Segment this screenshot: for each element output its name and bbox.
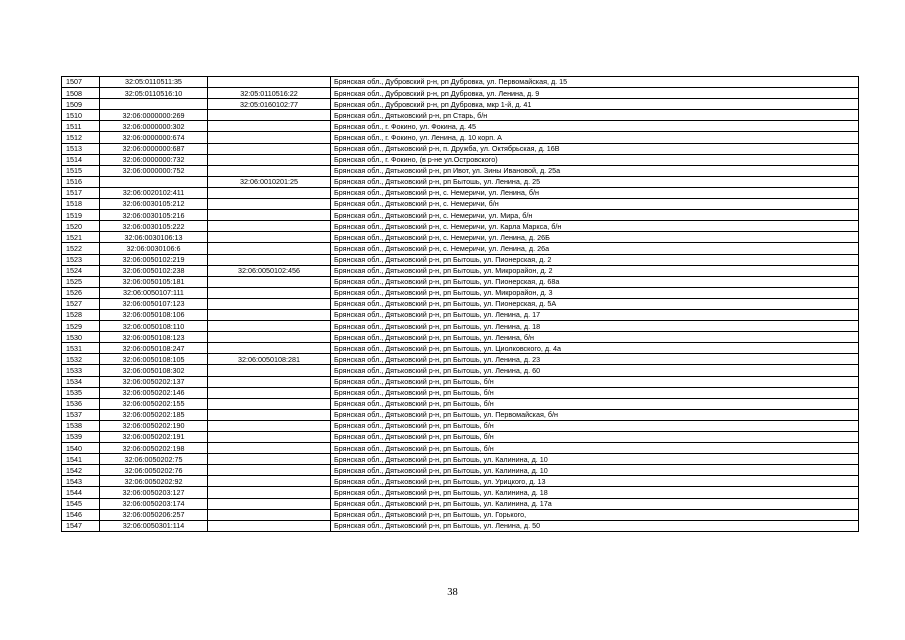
cadastral-number-cell: 32:06:0050108:110 bbox=[100, 321, 208, 332]
table-row bbox=[62, 287, 859, 298]
address-cell: Брянская обл., Дятьковский р-н, рп Бытошь, ул. Ленина, д. 50 bbox=[331, 520, 859, 531]
page-number: 38 bbox=[447, 587, 458, 598]
address-cell: Брянская обл., Дятьковский р-н, рп Бытошь, ул. Ленина, б/н bbox=[331, 332, 859, 343]
table-row bbox=[62, 88, 859, 99]
row-number-cell: 1517 bbox=[62, 187, 100, 198]
address-cell: Брянская обл., Дятьковский р-н, рп Бытошь, б/н bbox=[331, 432, 859, 443]
related-cadastral-number-cell bbox=[208, 487, 331, 498]
address-cell: Брянская обл., Дятьковский р-н, рп Бытошь, ул. Ленина, д. 18 bbox=[331, 321, 859, 332]
address-cell: Брянская обл., Дубровский р-н, рп Дубровка, ул. Первомайская, д. 15 bbox=[331, 77, 859, 88]
cadastral-number-cell: 32:06:0000000:302 bbox=[100, 121, 208, 132]
related-cadastral-number-cell bbox=[208, 309, 331, 320]
cadastral-number-cell: 32:06:0050202:92 bbox=[100, 476, 208, 487]
address-cell: Брянская обл., Дятьковский р-н, рп Бытошь, б/н bbox=[331, 398, 859, 409]
related-cadastral-number-cell bbox=[208, 210, 331, 221]
table-row bbox=[62, 199, 859, 210]
related-cadastral-number-cell bbox=[208, 332, 331, 343]
related-cadastral-number-cell bbox=[208, 465, 331, 476]
related-cadastral-number-cell: 32:06:0050108:281 bbox=[208, 354, 331, 365]
table-row bbox=[62, 276, 859, 287]
related-cadastral-number-cell bbox=[208, 154, 331, 165]
table-row bbox=[62, 376, 859, 387]
cadastral-number-cell: 32:06:0050108:302 bbox=[100, 365, 208, 376]
address-cell: Брянская обл., Дубровский р-н, рп Дубровка, мкр 1-й, д. 41 bbox=[331, 99, 859, 110]
row-number-cell: 1509 bbox=[62, 99, 100, 110]
related-cadastral-number-cell bbox=[208, 132, 331, 143]
row-number-cell: 1512 bbox=[62, 132, 100, 143]
address-cell: Брянская обл., Дятьковский р-н, рп Бытошь, ул. Пионерская, д. 2 bbox=[331, 254, 859, 265]
table-row bbox=[62, 154, 859, 165]
address-cell: Брянская обл., г. Фокино, (в р-не ул.Островского) bbox=[331, 154, 859, 165]
table-row bbox=[62, 365, 859, 376]
cadastral-number-cell: 32:06:0050203:174 bbox=[100, 498, 208, 509]
related-cadastral-number-cell bbox=[208, 476, 331, 487]
cadastral-number-cell: 32:06:0030106:6 bbox=[100, 243, 208, 254]
related-cadastral-number-cell bbox=[208, 276, 331, 287]
row-number-cell: 1540 bbox=[62, 443, 100, 454]
table-row bbox=[62, 210, 859, 221]
row-number-cell: 1542 bbox=[62, 465, 100, 476]
row-number-cell: 1526 bbox=[62, 287, 100, 298]
related-cadastral-number-cell bbox=[208, 376, 331, 387]
related-cadastral-number-cell bbox=[208, 409, 331, 420]
related-cadastral-number-cell bbox=[208, 298, 331, 309]
row-number-cell: 1533 bbox=[62, 365, 100, 376]
cadastral-number-cell: 32:05:0110511:35 bbox=[100, 77, 208, 88]
table-row bbox=[62, 77, 859, 88]
related-cadastral-number-cell bbox=[208, 343, 331, 354]
row-number-cell: 1529 bbox=[62, 321, 100, 332]
address-cell: Брянская обл., Дятьковский р-н, рп Бытошь, ул. Ленина, д. 25 bbox=[331, 176, 859, 187]
cadastral-number-cell: 32:06:0050203:127 bbox=[100, 487, 208, 498]
table-row bbox=[62, 398, 859, 409]
cadastral-number-cell: 32:06:0050108:123 bbox=[100, 332, 208, 343]
row-number-cell: 1523 bbox=[62, 254, 100, 265]
address-cell: Брянская обл., Дятьковский р-н, рп Бытошь, б/н bbox=[331, 376, 859, 387]
cadastral-number-cell: 32:06:0050202:137 bbox=[100, 376, 208, 387]
row-number-cell: 1541 bbox=[62, 454, 100, 465]
row-number-cell: 1511 bbox=[62, 121, 100, 132]
table-row bbox=[62, 321, 859, 332]
address-cell: Брянская обл., Дубровский р-н, рп Дубровка, ул. Ленина, д. 9 bbox=[331, 88, 859, 99]
address-cell: Брянская обл., Дятьковский р-н, рп Бытошь, ул. Калинина, д. 17а bbox=[331, 498, 859, 509]
table-row bbox=[62, 476, 859, 487]
related-cadastral-number-cell bbox=[208, 509, 331, 520]
cadastral-number-cell bbox=[100, 176, 208, 187]
related-cadastral-number-cell bbox=[208, 243, 331, 254]
table-row bbox=[62, 298, 859, 309]
address-cell: Брянская обл., Дятьковский р-н, рп Бытошь, ул. Калинина, д. 10 bbox=[331, 454, 859, 465]
address-cell: Брянская обл., Дятьковский р-н, с. Немеричи, ул. Ленина, д. 26Б bbox=[331, 232, 859, 243]
related-cadastral-number-cell bbox=[208, 454, 331, 465]
address-cell: Брянская обл., Дятьковский р-н, рп Бытошь, ул. Калинина, д. 10 bbox=[331, 465, 859, 476]
row-number-cell: 1538 bbox=[62, 420, 100, 431]
row-number-cell: 1532 bbox=[62, 354, 100, 365]
cadastral-number-cell: 32:06:0050107:123 bbox=[100, 298, 208, 309]
related-cadastral-number-cell bbox=[208, 443, 331, 454]
address-cell: Брянская обл., Дятьковский р-н, п. Дружба, ул. Октябрьская, д. 16В bbox=[331, 143, 859, 154]
row-number-cell: 1544 bbox=[62, 487, 100, 498]
row-number-cell: 1530 bbox=[62, 332, 100, 343]
table-row bbox=[62, 99, 859, 110]
row-number-cell: 1537 bbox=[62, 409, 100, 420]
address-cell: Брянская обл., Дятьковский р-н, рп Бытошь, ул. Горького, bbox=[331, 509, 859, 520]
related-cadastral-number-cell bbox=[208, 199, 331, 210]
address-cell: Брянская обл., Дятьковский р-н, рп Бытошь, ул. Пионерская, д. 5А bbox=[331, 298, 859, 309]
cadastral-number-cell: 32:06:0050202:190 bbox=[100, 420, 208, 431]
related-cadastral-number-cell bbox=[208, 121, 331, 132]
address-cell: Брянская обл., Дятьковский р-н, рп Бытошь, ул. Урицкого, д. 13 bbox=[331, 476, 859, 487]
related-cadastral-number-cell bbox=[208, 143, 331, 154]
registry-table-body bbox=[62, 77, 859, 532]
related-cadastral-number-cell bbox=[208, 398, 331, 409]
address-cell: Брянская обл., Дятьковский р-н, рп Бытошь, б/н bbox=[331, 443, 859, 454]
table-row bbox=[62, 187, 859, 198]
address-cell: Брянская обл., Дятьковский р-н, с. Немеричи, ул. Мира, б/н bbox=[331, 210, 859, 221]
table-row bbox=[62, 487, 859, 498]
related-cadastral-number-cell bbox=[208, 520, 331, 531]
row-number-cell: 1535 bbox=[62, 387, 100, 398]
related-cadastral-number-cell bbox=[208, 110, 331, 121]
table-row bbox=[62, 254, 859, 265]
row-number-cell: 1525 bbox=[62, 276, 100, 287]
row-number-cell: 1507 bbox=[62, 77, 100, 88]
cadastral-number-cell: 32:06:0000000:752 bbox=[100, 165, 208, 176]
cadastral-number-cell: 32:06:0050202:146 bbox=[100, 387, 208, 398]
cadastral-number-cell: 32:05:0110516:10 bbox=[100, 88, 208, 99]
table-row bbox=[62, 354, 859, 365]
related-cadastral-number-cell: 32:06:0050102:456 bbox=[208, 265, 331, 276]
table-row bbox=[62, 132, 859, 143]
related-cadastral-number-cell bbox=[208, 287, 331, 298]
table-row bbox=[62, 443, 859, 454]
row-number-cell: 1514 bbox=[62, 154, 100, 165]
table-row bbox=[62, 387, 859, 398]
table-row bbox=[62, 432, 859, 443]
address-cell: Брянская обл., Дятьковский р-н, рп Бытошь, ул. Циолковского, д. 4а bbox=[331, 343, 859, 354]
row-number-cell: 1536 bbox=[62, 398, 100, 409]
cadastral-number-cell: 32:06:0000000:269 bbox=[100, 110, 208, 121]
cadastral-number-cell: 32:06:0030106:13 bbox=[100, 232, 208, 243]
row-number-cell: 1510 bbox=[62, 110, 100, 121]
cadastral-number-cell: 32:06:0050108:105 bbox=[100, 354, 208, 365]
row-number-cell: 1534 bbox=[62, 376, 100, 387]
table-row bbox=[62, 232, 859, 243]
cadastral-number-cell: 32:06:0050202:75 bbox=[100, 454, 208, 465]
table-row bbox=[62, 498, 859, 509]
related-cadastral-number-cell: 32:05:0110516:22 bbox=[208, 88, 331, 99]
table-row bbox=[62, 121, 859, 132]
cadastral-number-cell: 32:06:0030105:212 bbox=[100, 199, 208, 210]
row-number-cell: 1516 bbox=[62, 176, 100, 187]
address-cell: Брянская обл., Дятьковский р-н, рп Бытошь, ул. Калинина, д. 18 bbox=[331, 487, 859, 498]
table-row bbox=[62, 165, 859, 176]
address-cell: Брянская обл., Дятьковский р-н, рп Бытошь, ул. Микрорайон, д. 3 bbox=[331, 287, 859, 298]
cadastral-number-cell: 32:06:0000000:687 bbox=[100, 143, 208, 154]
address-cell: Брянская обл., Дятьковский р-н, рп Бытошь, ул. Ленина, д. 23 bbox=[331, 354, 859, 365]
related-cadastral-number-cell bbox=[208, 77, 331, 88]
related-cadastral-number-cell bbox=[208, 321, 331, 332]
table-row bbox=[62, 465, 859, 476]
cadastral-number-cell: 32:06:0050107:111 bbox=[100, 287, 208, 298]
cadastral-number-cell: 32:06:0050102:238 bbox=[100, 265, 208, 276]
address-cell: Брянская обл., Дятьковский р-н, с. Немеричи, ул. Карла Маркса, б/н bbox=[331, 221, 859, 232]
row-number-cell: 1547 bbox=[62, 520, 100, 531]
table-row bbox=[62, 176, 859, 187]
related-cadastral-number-cell bbox=[208, 432, 331, 443]
registry-table bbox=[61, 76, 859, 532]
row-number-cell: 1515 bbox=[62, 165, 100, 176]
cadastral-number-cell: 32:06:0030105:216 bbox=[100, 210, 208, 221]
address-cell: Брянская обл., Дятьковский р-н, рп Бытошь, ул. Ленина, д. 60 bbox=[331, 365, 859, 376]
cadastral-number-cell: 32:06:0050102:219 bbox=[100, 254, 208, 265]
related-cadastral-number-cell bbox=[208, 365, 331, 376]
cadastral-number-cell: 32:06:0050202:155 bbox=[100, 398, 208, 409]
row-number-cell: 1546 bbox=[62, 509, 100, 520]
related-cadastral-number-cell: 32:05:0160102:77 bbox=[208, 99, 331, 110]
related-cadastral-number-cell bbox=[208, 498, 331, 509]
row-number-cell: 1539 bbox=[62, 432, 100, 443]
row-number-cell: 1513 bbox=[62, 143, 100, 154]
table-row bbox=[62, 110, 859, 121]
table-row bbox=[62, 143, 859, 154]
cadastral-number-cell: 32:06:0020102:411 bbox=[100, 187, 208, 198]
row-number-cell: 1524 bbox=[62, 265, 100, 276]
row-number-cell: 1528 bbox=[62, 309, 100, 320]
address-cell: Брянская обл., Дятьковский р-н, рп Бытошь, ул. Пионерская, д. 68а bbox=[331, 276, 859, 287]
table-row bbox=[62, 409, 859, 420]
cadastral-number-cell: 32:06:0030105:222 bbox=[100, 221, 208, 232]
table-row bbox=[62, 343, 859, 354]
cadastral-number-cell: 32:06:0050202:76 bbox=[100, 465, 208, 476]
cadastral-number-cell: 32:06:0000000:674 bbox=[100, 132, 208, 143]
cadastral-number-cell: 32:06:0050301:114 bbox=[100, 520, 208, 531]
row-number-cell: 1520 bbox=[62, 221, 100, 232]
address-cell: Брянская обл., Дятьковский р-н, рп Старь, б/н bbox=[331, 110, 859, 121]
cadastral-number-cell: 32:06:0050206:257 bbox=[100, 509, 208, 520]
row-number-cell: 1522 bbox=[62, 243, 100, 254]
table-row bbox=[62, 509, 859, 520]
table-row bbox=[62, 332, 859, 343]
table-row bbox=[62, 420, 859, 431]
row-number-cell: 1545 bbox=[62, 498, 100, 509]
related-cadastral-number-cell bbox=[208, 420, 331, 431]
row-number-cell: 1543 bbox=[62, 476, 100, 487]
cadastral-number-cell bbox=[100, 99, 208, 110]
cadastral-number-cell: 32:06:0000000:732 bbox=[100, 154, 208, 165]
cadastral-number-cell: 32:06:0050202:191 bbox=[100, 432, 208, 443]
related-cadastral-number-cell bbox=[208, 165, 331, 176]
row-number-cell: 1518 bbox=[62, 199, 100, 210]
cadastral-number-cell: 32:06:0050108:247 bbox=[100, 343, 208, 354]
related-cadastral-number-cell bbox=[208, 387, 331, 398]
address-cell: Брянская обл., Дятьковский р-н, рп Бытошь, ул. Ленина, д. 17 bbox=[331, 309, 859, 320]
related-cadastral-number-cell bbox=[208, 187, 331, 198]
related-cadastral-number-cell bbox=[208, 221, 331, 232]
table-row bbox=[62, 243, 859, 254]
table-row bbox=[62, 265, 859, 276]
address-cell: Брянская обл., Дятьковский р-н, рп Ивот, ул. Зины Ивановой, д. 25а bbox=[331, 165, 859, 176]
address-cell: Брянская обл., г. Фокино, ул. Фокина, д. 45 bbox=[331, 121, 859, 132]
row-number-cell: 1531 bbox=[62, 343, 100, 354]
address-cell: Брянская обл., Дятьковский р-н, рп Бытошь, б/н bbox=[331, 387, 859, 398]
cadastral-number-cell: 32:06:0050105:181 bbox=[100, 276, 208, 287]
row-number-cell: 1519 bbox=[62, 210, 100, 221]
row-number-cell: 1527 bbox=[62, 298, 100, 309]
cadastral-number-cell: 32:06:0050108:106 bbox=[100, 309, 208, 320]
table-row bbox=[62, 520, 859, 531]
related-cadastral-number-cell bbox=[208, 232, 331, 243]
address-cell: Брянская обл., Дятьковский р-н, рп Бытошь, ул. Первомайская, б/н bbox=[331, 409, 859, 420]
cadastral-number-cell: 32:06:0050202:185 bbox=[100, 409, 208, 420]
row-number-cell: 1508 bbox=[62, 88, 100, 99]
address-cell: Брянская обл., Дятьковский р-н, рп Бытошь, б/н bbox=[331, 420, 859, 431]
table-row bbox=[62, 309, 859, 320]
related-cadastral-number-cell: 32:06:0010201:25 bbox=[208, 176, 331, 187]
cadastral-number-cell: 32:06:0050202:198 bbox=[100, 443, 208, 454]
table-row bbox=[62, 221, 859, 232]
address-cell: Брянская обл., г. Фокино, ул. Ленина, д. 10 корп. А bbox=[331, 132, 859, 143]
row-number-cell: 1521 bbox=[62, 232, 100, 243]
address-cell: Брянская обл., Дятьковский р-н, с. Немеричи, ул. Ленина, д. 26а bbox=[331, 243, 859, 254]
address-cell: Брянская обл., Дятьковский р-н, рп Бытошь, ул. Микрорайон, д. 2 bbox=[331, 265, 859, 276]
table-row bbox=[62, 454, 859, 465]
address-cell: Брянская обл., Дятьковский р-н, с. Немеричи, ул. Ленина, б/н bbox=[331, 187, 859, 198]
address-cell: Брянская обл., Дятьковский р-н, с. Немеричи, б/н bbox=[331, 199, 859, 210]
related-cadastral-number-cell bbox=[208, 254, 331, 265]
